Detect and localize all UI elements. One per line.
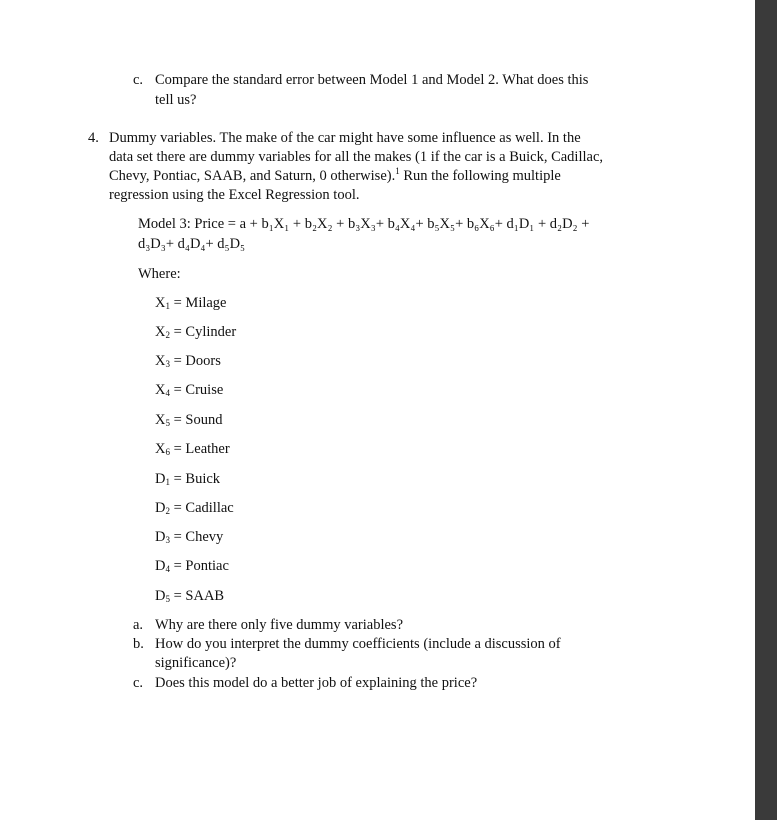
sub-question-c-text: Does this model do a better job of explaining the price? bbox=[155, 675, 478, 691]
model-equation-line1: Model 3: Price = a + b₁X₁ + b₂X₂ + b₃X₃+ b₄X₄+ b₅X₅+ b₆X₆+ d₁D₁ + d₂D₂ + bbox=[138, 216, 590, 232]
variable-definition: $D_5$ = SAAB bbox=[155, 588, 225, 604]
variable-definition: $D_3$ = Chevy bbox=[155, 529, 224, 545]
sub-question-b-line1: How do you interpret the dummy coefficients (include a discussion of bbox=[155, 636, 561, 652]
question-4-line4: regression using the Excel Regression tool. bbox=[109, 187, 360, 203]
variable-definition: $X_1$ = Milage bbox=[155, 295, 227, 311]
variable-definition: $D_2$ = Cadillac bbox=[155, 500, 234, 516]
vertical-scrollbar[interactable] bbox=[755, 0, 777, 820]
variable-definition: $X_4$ = Cruise bbox=[155, 382, 224, 398]
sub-question-c-label: c. bbox=[133, 675, 144, 691]
variable-definition: $D_4$ = Pontiac bbox=[155, 558, 229, 574]
variable-definition: $X_6$ = Leather bbox=[155, 441, 230, 457]
where-label: Where: bbox=[138, 266, 181, 282]
variable-definition: $X_5$ = Sound bbox=[155, 412, 223, 428]
sub-question-b-label: b. bbox=[133, 636, 144, 652]
question-c-label: c. bbox=[133, 72, 144, 88]
question-4-line3 bbox=[109, 167, 561, 186]
question-4-line2: data set there are dummy variables for all the makes (1 if the car is a Buick, Cadillac, bbox=[109, 149, 604, 165]
footnote-ref[interactable]: 1 bbox=[395, 166, 400, 176]
question-4-line3-b: Run the following multiple bbox=[399, 168, 561, 184]
question-c-line1: Compare the standard error between Model 1 and Model 2. What does this bbox=[155, 72, 589, 88]
variable-definition: $D_1$ = Buick bbox=[155, 471, 221, 487]
variable-definition: $X_3$ = Doors bbox=[155, 353, 221, 369]
model-equation-line2: d₃D₃+ d₄D₄+ d₅D₅ bbox=[138, 236, 246, 252]
sub-question-a-text: Why are there only five dummy variables? bbox=[155, 617, 404, 633]
sub-question-b-line2: significance)? bbox=[155, 655, 237, 671]
question-4-number: 4. bbox=[88, 130, 99, 146]
sub-question-a-label: a. bbox=[133, 617, 144, 633]
question-4-line3-a: Chevy, Pontiac, SAAB, and Saturn, 0 otherwise). bbox=[109, 168, 396, 184]
question-c-line2: tell us? bbox=[155, 92, 197, 108]
question-4-line1: Dummy variables. The make of the car might have some influence as well. In the bbox=[109, 130, 581, 146]
variable-definition: $X_2$ = Cylinder bbox=[155, 324, 237, 340]
